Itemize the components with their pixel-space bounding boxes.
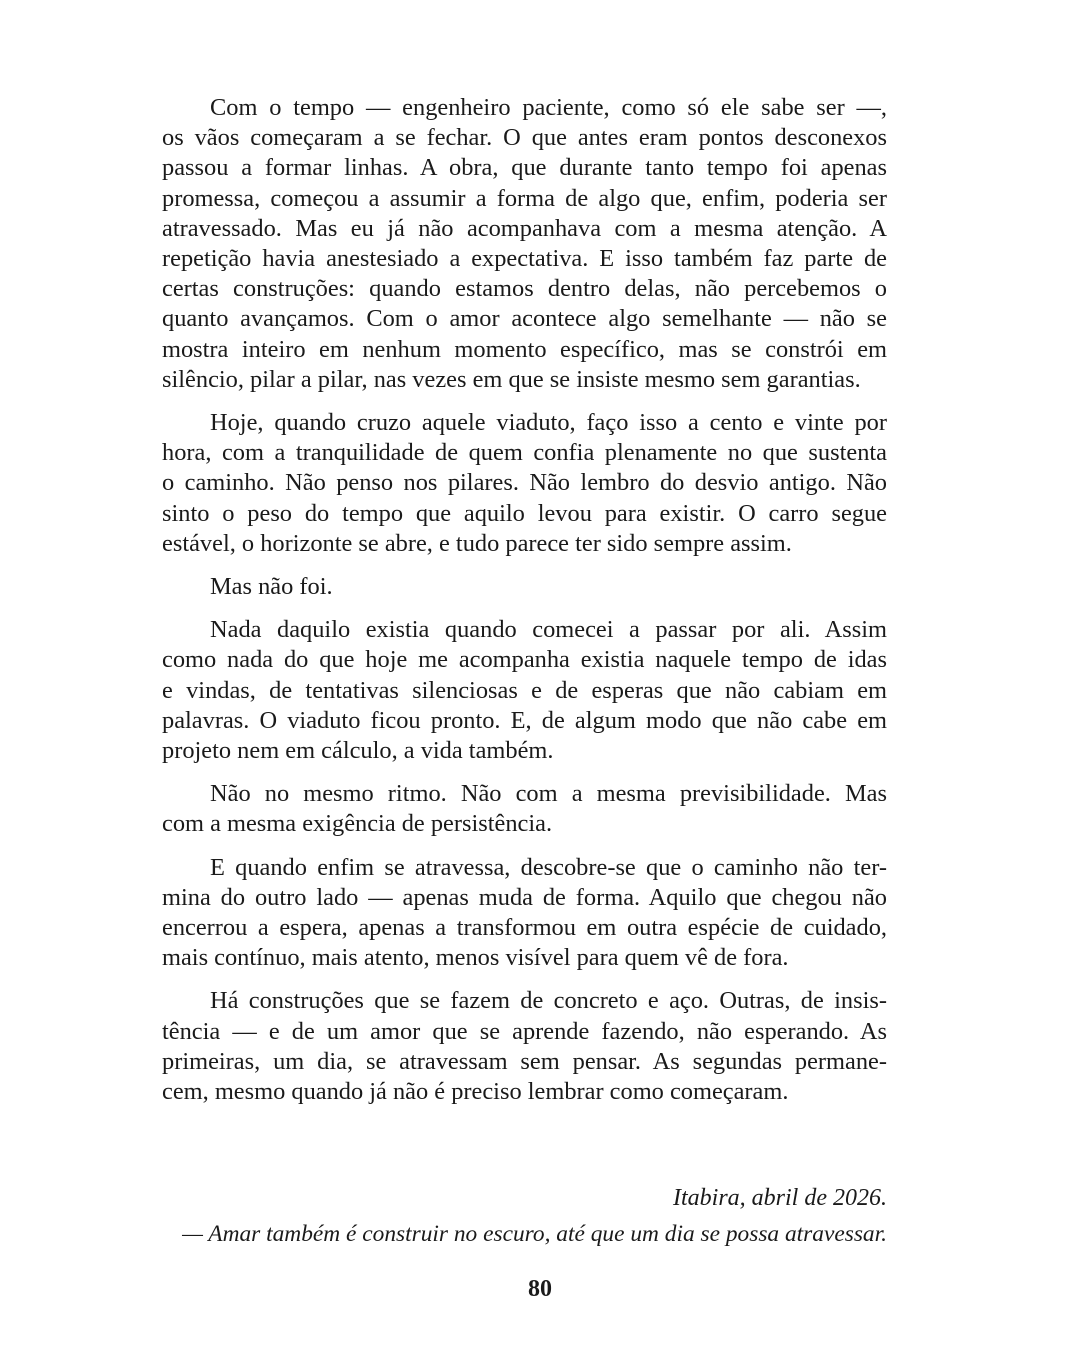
text-line: estável, o horizonte se abre, e tudo parece ter sido sempre assim.	[162, 529, 792, 557]
text-line: atravessado. Mas eu já não acompanhava com a mesma atenção. A	[162, 214, 887, 242]
text-line: repetição havia anestesiado a expectativa. E isso também faz parte de	[162, 245, 887, 273]
text-line: Com o tempo — engenheiro paciente, como só ele sabe ser —,	[210, 94, 887, 121]
text-line: hora, com a tranquilidade de quem confia plenamente no que sustenta	[162, 439, 887, 467]
text-line: encerrou a espera, apenas a transformou em outra espécie de cuidado,	[162, 914, 887, 942]
page-number: 80	[528, 1276, 552, 1302]
text-line: sinto o peso do tempo que aquilo levou para existir. O carro segue	[162, 499, 887, 527]
text-line: projeto nem em cálculo, a vida também.	[162, 737, 554, 765]
paragraph	[162, 986, 887, 1107]
text-line: cem, mesmo quando já não é preciso lembrar como começaram.	[162, 1078, 789, 1106]
place-date: Itabira, abril de 2026.	[673, 1185, 887, 1211]
text-line: Nada daquilo existia quando comecei a passar por ali. Assim	[210, 616, 887, 644]
text-line: os vãos começaram a se fechar. O que antes eram pontos desconexos	[162, 124, 887, 152]
body-text	[162, 93, 887, 1120]
text-line: mina do outro lado — apenas muda de forma. Aquilo que chegou não	[162, 883, 887, 911]
text-line: E quando enfim se atravessa, descobre-se que o caminho não ter-	[210, 853, 887, 881]
text-line: Mas não foi.	[210, 573, 333, 601]
text-line: Há construções que se fazem de concreto e aço. Outras, de insis-	[210, 987, 887, 1015]
text-line: silêncio, pilar a pilar, nas vezes em que se insiste mesmo sem garantias.	[162, 365, 861, 393]
paragraph	[162, 853, 887, 974]
text-line: Hoje, quando cruzo aquele viaduto, faço isso a cento e vinte por	[210, 409, 887, 437]
text-line: promessa, começou a assumir a forma de algo que, enfim, poderia ser	[162, 184, 887, 212]
paragraph	[162, 615, 887, 766]
text-line: com a mesma exigência de persistência.	[162, 810, 553, 838]
paragraph	[162, 779, 887, 839]
text-line: mostra inteiro em nenhum momento específico, mas se constrói em	[162, 335, 887, 363]
text-line: mais contínuo, mais atento, menos visível para quem vê de fora.	[162, 944, 789, 972]
text-line: e vindas, de tentativas silenciosas e de esperas que não cabiam em	[162, 676, 887, 704]
paragraph	[162, 408, 887, 559]
paragraph	[162, 572, 887, 602]
signoff	[162, 1180, 887, 1252]
text-line: passou a formar linhas. A obra, que durante tanto tempo foi apenas	[162, 154, 887, 182]
text-line: como nada do que hoje me acompanha existia naquele tempo de idas	[162, 646, 887, 674]
text-line: Não no mesmo ritmo. Não com a mesma previsibilidade. Mas	[210, 780, 887, 808]
paragraph	[162, 93, 887, 395]
text-line: palavras. O viaduto ficou pronto. E, de algum modo que não cabe em	[162, 706, 887, 734]
text-line: o caminho. Não penso nos pilares. Não lembro do desvio antigo. Não	[162, 469, 887, 497]
closing-motto: — Amar também é construir no escuro, até que um dia se possa atravessar.	[182, 1221, 887, 1247]
text-line: tência — e de um amor que se aprende fazendo, não esperando. As	[162, 1017, 887, 1045]
text-line: certas construções: quando estamos dentro delas, não percebemos o	[162, 275, 887, 303]
text-line: quanto avançamos. Com o amor acontece algo semelhante — não se	[162, 305, 887, 333]
text-line: primeiras, um dia, se atravessam sem pensar. As segundas permane-	[162, 1047, 887, 1075]
